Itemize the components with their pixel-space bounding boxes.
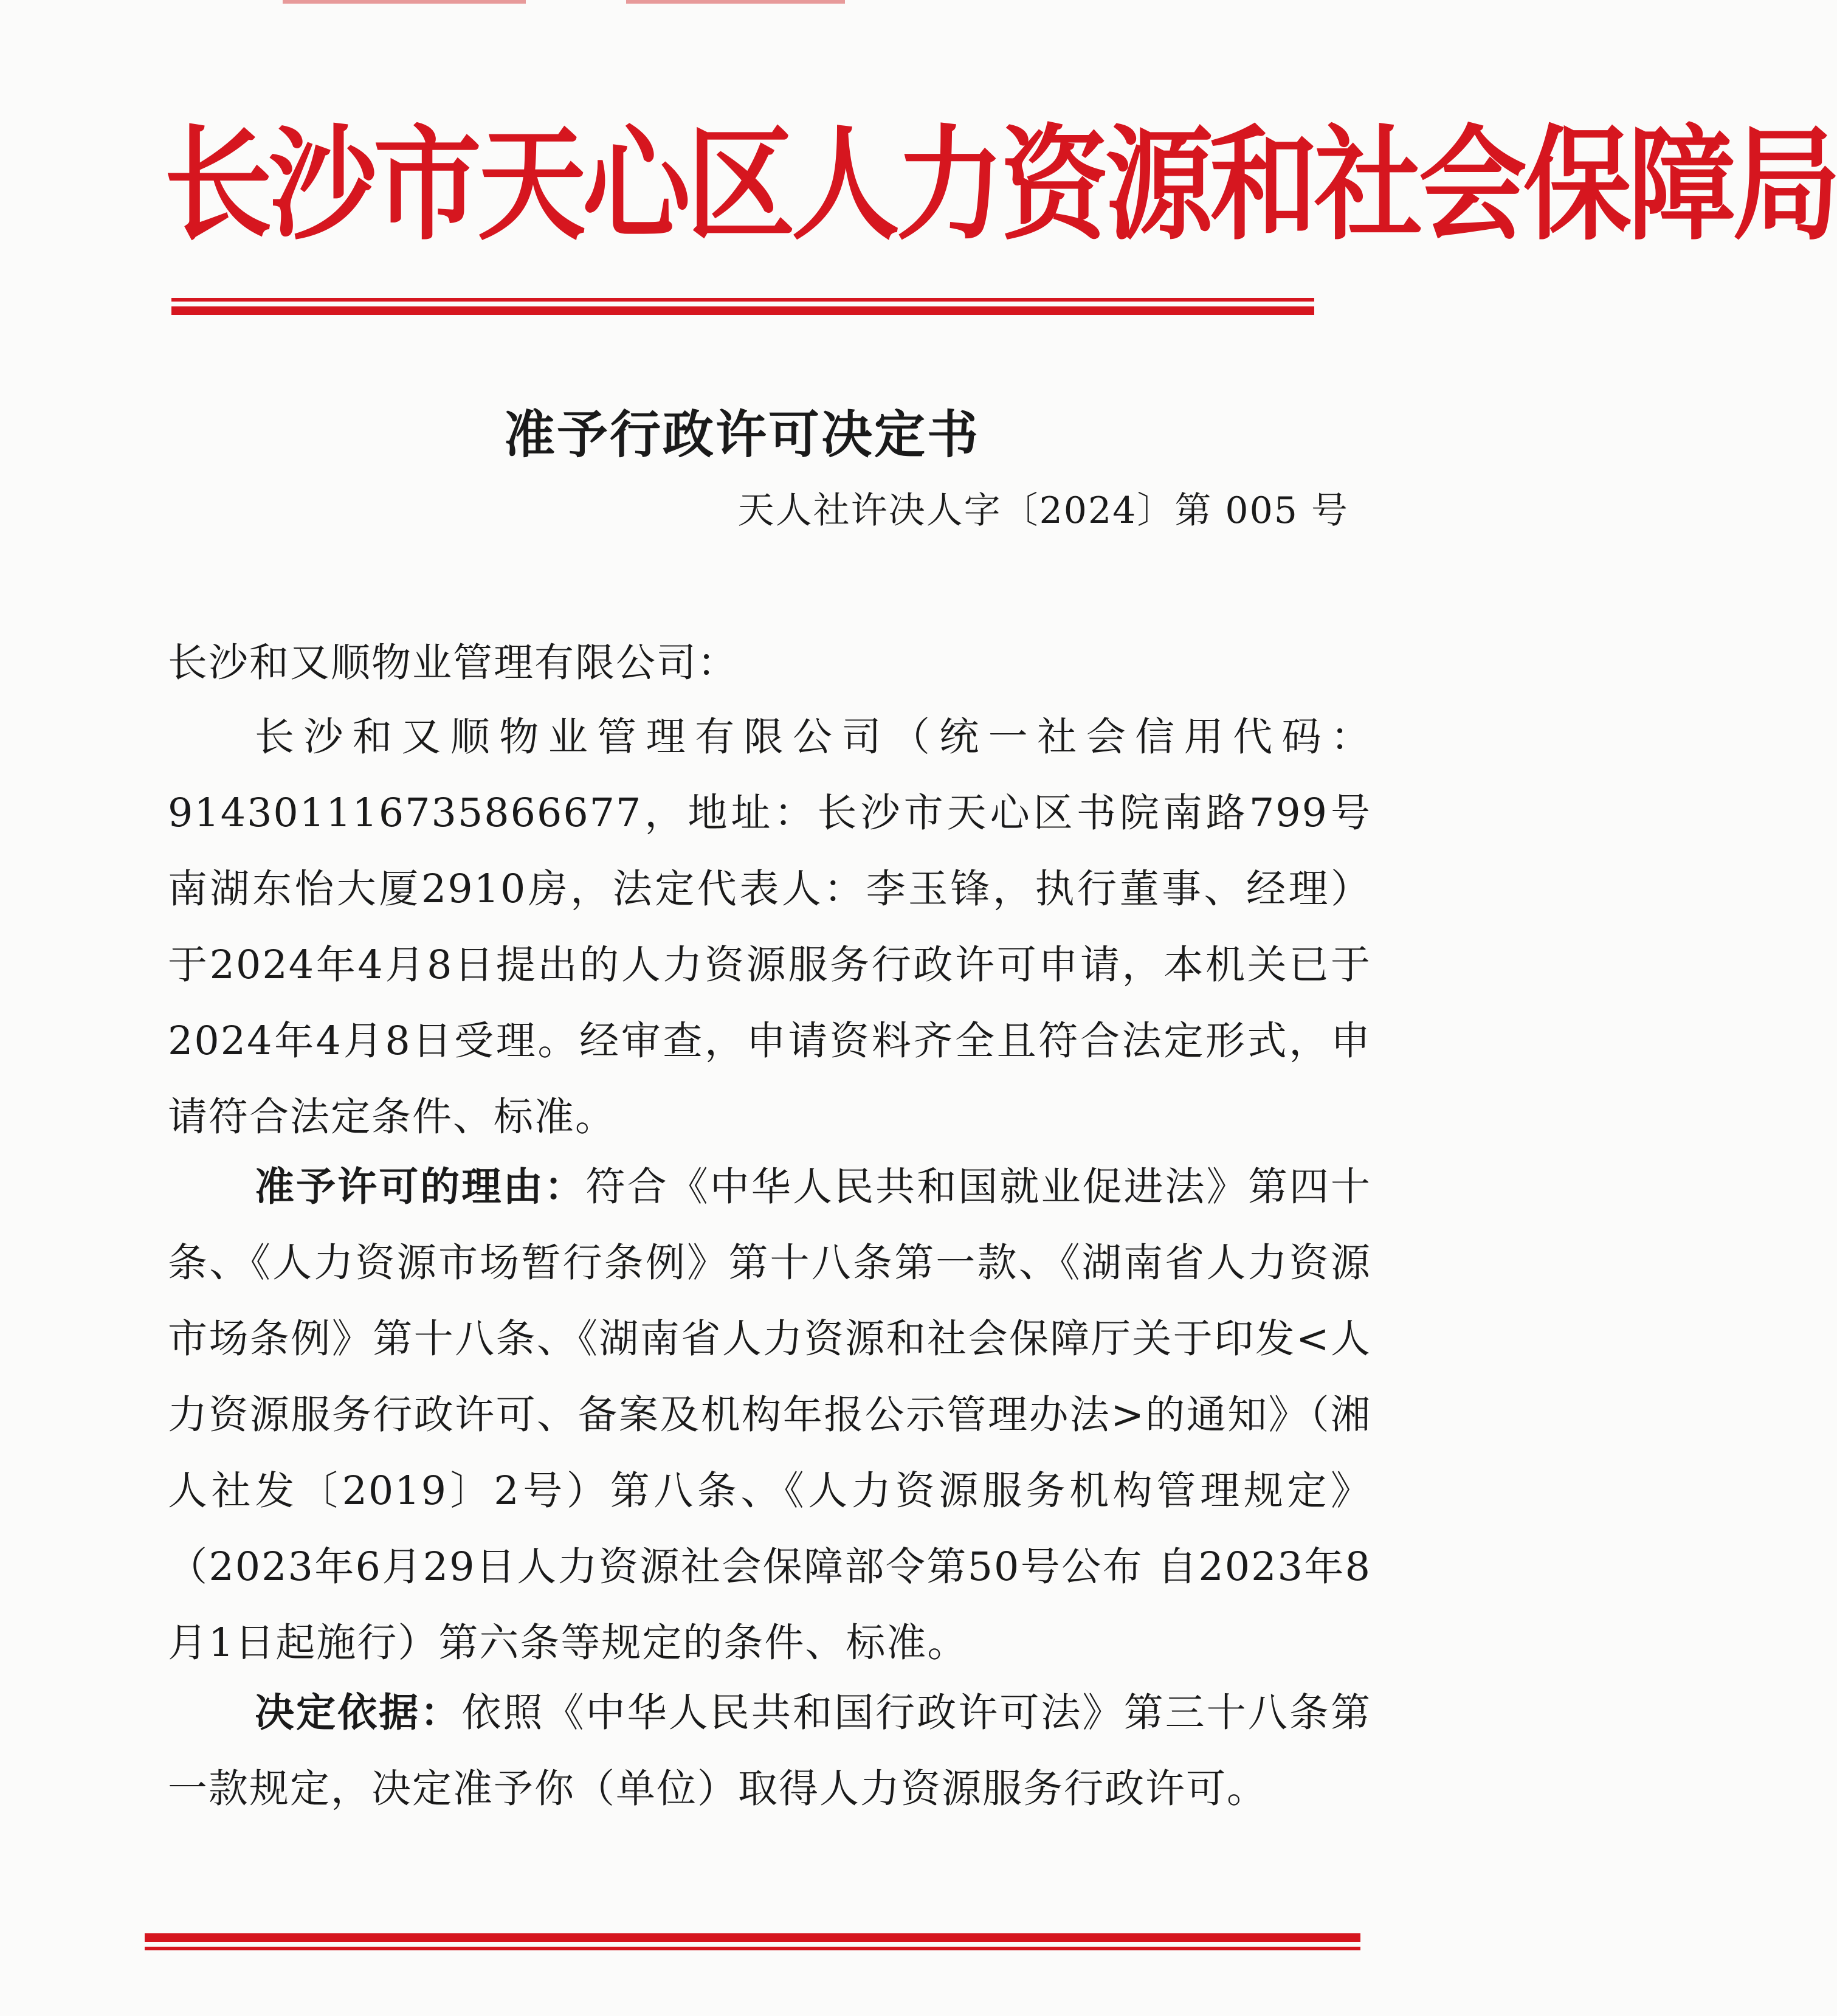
reason-label: 准予许可的理由：: [255, 1164, 586, 1210]
footer-red-rule-thick: [145, 1933, 1360, 1942]
reason-text: 符合《中华人民共和国就业促进法》第四十条、《人力资源市场暂行条例》第十八条第一款、《湖南省人力资源市场条例》第十八条、《湖南省人力资源和社会保障厅关于印发<人力资源服务行政许可、备案及机构年报公示管理办法>的通知》（湘人社发〔2019〕2号）第八条、《人力资源服务机构管理规定》（2023年6月29日人力资源社会保障部令第50号公布 自2023年8月1日起施行）第六条等规定的条件、标准。: [168, 1164, 1371, 1666]
paragraph-basis: [168, 1675, 1371, 1827]
scan-edge-mark: [626, 0, 845, 4]
paragraph-reason: [168, 1149, 1371, 1681]
basis-label: 决定依据：: [255, 1690, 462, 1736]
scan-edge-mark: [283, 0, 526, 4]
document-title: 准予行政许可决定书: [503, 404, 980, 464]
salutation: 长沙和又顺物业管理有限公司：: [168, 640, 739, 686]
basis-text: 依照《中华人民共和国行政许可法》第三十八条第一款规定，决定准予你（单位）取得人力资源服务行政许可。: [168, 1690, 1371, 1812]
document-number: 天人社许决人字〔2024〕第 005 号: [737, 489, 1349, 532]
header-red-rule-thin: [171, 298, 1314, 302]
header-red-rule-thick: [171, 306, 1314, 315]
issuing-authority-header: 长沙市天心区人力资源和社会保障局: [164, 113, 1837, 257]
footer-red-rule-thin: [145, 1947, 1360, 1950]
paragraph-application: 长沙和又顺物业管理有限公司（统一社会信用代码：914301116735866677，地址：长沙市天心区书院南路799号南湖东怡大厦2910房，法定代表人：李玉锋，执行董事、经理）于2024年4月8日提出的人力资源服务行政许可申请，本机关已于2024年4月8日受理。经审查，申请资料齐全且符合法定形式，申请符合法定条件、标准。: [168, 714, 1371, 1140]
